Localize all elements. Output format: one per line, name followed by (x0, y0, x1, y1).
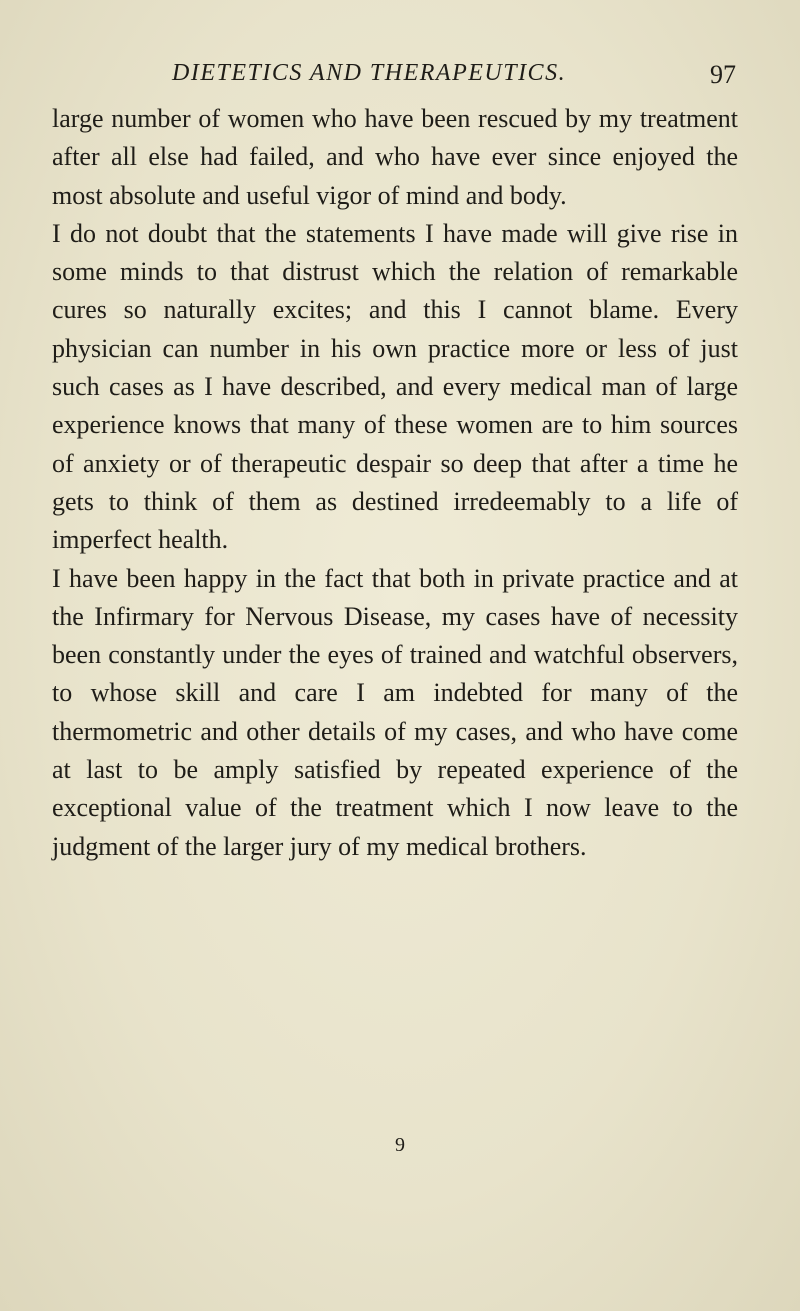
signature-mark: 9 (395, 1134, 405, 1156)
paragraph-3: I have been happy in the fact that both in private practice and at the Infirmary for Nervous Disease, my cases have of necessity been constantly under the eyes of trained and watchful observers, to whose skill and care I am indebted for many of the thermometric and other details of my cases, and who have come at last to be amply satisfied by repeated experience of the exceptional value of the treatment which I now leave to the judgment of the larger jury of my medical brothers. (52, 563, 738, 861)
running-head-title: DIETETICS AND THERAPEUTICS. (172, 60, 567, 86)
page-number: 97 (710, 60, 736, 89)
body-text (52, 100, 738, 866)
paragraph-2: I do not doubt that the statements I have made will give rise in some minds to that distrust which the relation of remarkable cures so naturally excites; and this I cannot blame. Every physician can number in his own practice more or less of just such cases as I have described, and every medical man of large experience knows that many of these women are to him sources of anxiety or of therapeutic despair so deep that after a time he gets to think of them as destined irredeemably to a life of imperfect health. (52, 218, 738, 555)
paragraph-1: large number of women who have been rescued by my treatment after all else had failed, and who have ever since enjoyed the most absolute and useful vigor of mind and body. (52, 104, 738, 210)
running-head (172, 52, 736, 96)
